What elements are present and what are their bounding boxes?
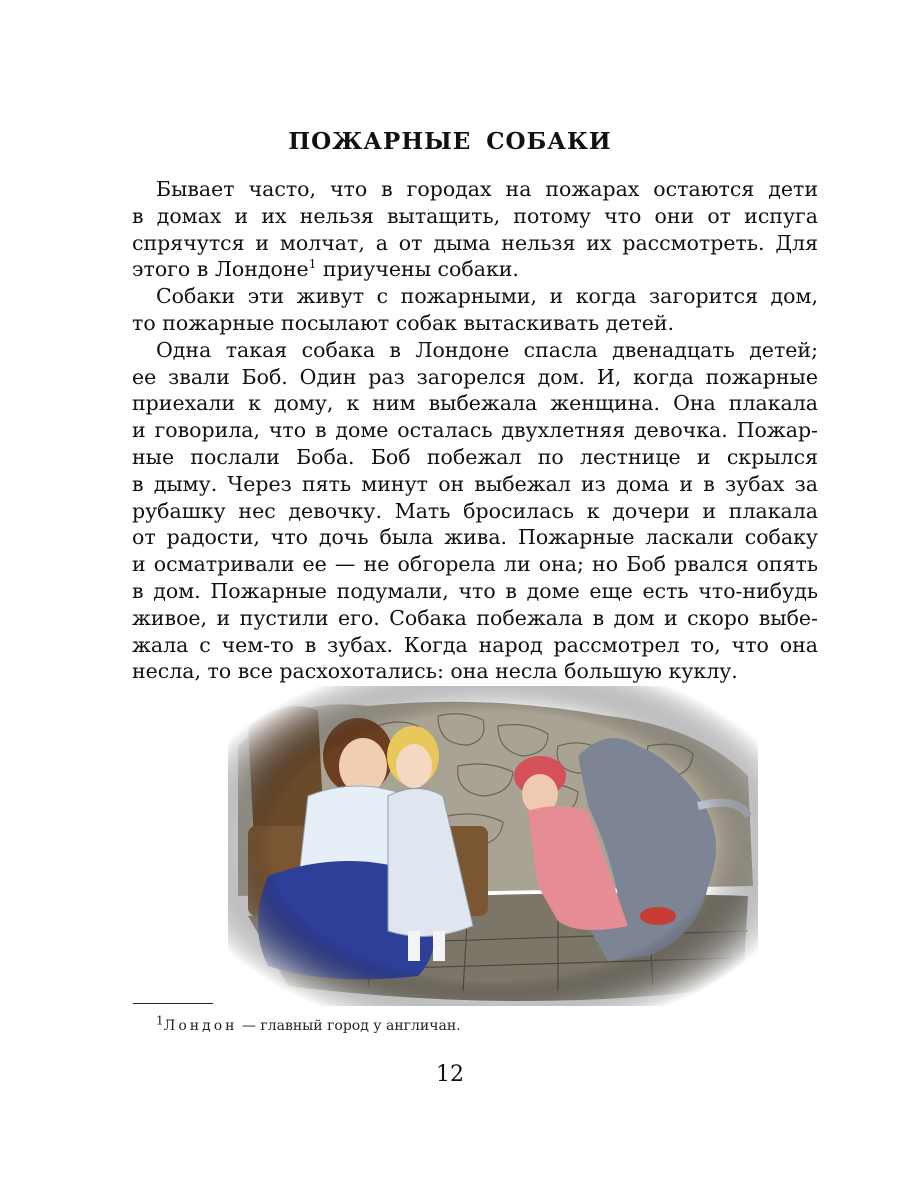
footnote	[156, 1013, 461, 1034]
text-line: то пожарные посылают собак вытаскивать детей.	[132, 310, 675, 335]
text-line: и осматривали ее — не обгорела ли она; но Боб рвался опять	[132, 552, 818, 577]
footnote-rule	[133, 1003, 213, 1004]
text-line: приехали к дому, к ним выбежала женщина. Она плакала	[132, 391, 818, 416]
text-line	[132, 256, 818, 283]
text-line: жала с чем-то в зубах. Когда народ рассмотрел то, что она	[132, 632, 818, 657]
text-line: ные послали Боба. Боб побежал по лестнице и скрылся	[132, 444, 818, 469]
chapter-title: ПОЖАРНЫЕ СОБАКИ	[288, 128, 612, 155]
text-line: в дыму. Через пять минут он выбежал из дома и в зубах за	[132, 471, 818, 496]
body-text	[132, 176, 818, 685]
text-line: Бывает часто, что в городах на пожарах остаются дети	[156, 177, 818, 201]
footnote-term: Лондон	[163, 1018, 238, 1034]
text-line: Собаки эти живут с пожарными, и когда загорится дом,	[156, 284, 818, 309]
vignette	[228, 686, 758, 1006]
text-fragment: этого в Лондоне	[132, 257, 309, 282]
text-line: спрячутся и молчат, а от дыма нельзя их рассмотреть. Для	[132, 230, 818, 255]
footnote-text: — главный город у англичан.	[237, 1018, 461, 1034]
text-fragment: приучены собаки.	[316, 257, 519, 282]
text-line: несла, то все расхохотались: она несла большую куклу.	[132, 659, 738, 684]
text-line: ее звали Боб. Один раз загорелся дом. И, когда пожарные	[132, 364, 818, 389]
text-line: и говорила, что в доме осталась двухлетняя девочка. Пожар-	[132, 418, 818, 443]
text-line: живое, и пустили его. Собака побежала в дом и скоро выбе-	[132, 605, 818, 630]
text-line: в дом. Пожарные подумали, что в доме еще есть что-нибудь	[132, 578, 818, 603]
illustration	[228, 686, 758, 1006]
text-line: рубашку нес девочку. Мать бросилась к дочери и плакала	[132, 498, 818, 523]
text-line: Одна такая собака в Лондоне спасла двенадцать детей;	[156, 337, 818, 362]
text-line: от радости, что дочь была жива. Пожарные ласкали собаку	[132, 525, 818, 550]
footnote-ref: 1	[308, 257, 317, 272]
page-number: 12	[436, 1062, 464, 1087]
text-line: в домах и их нельзя вытащить, потому что они от испуга	[132, 203, 818, 228]
footnote-marker: 1	[156, 1013, 164, 1028]
